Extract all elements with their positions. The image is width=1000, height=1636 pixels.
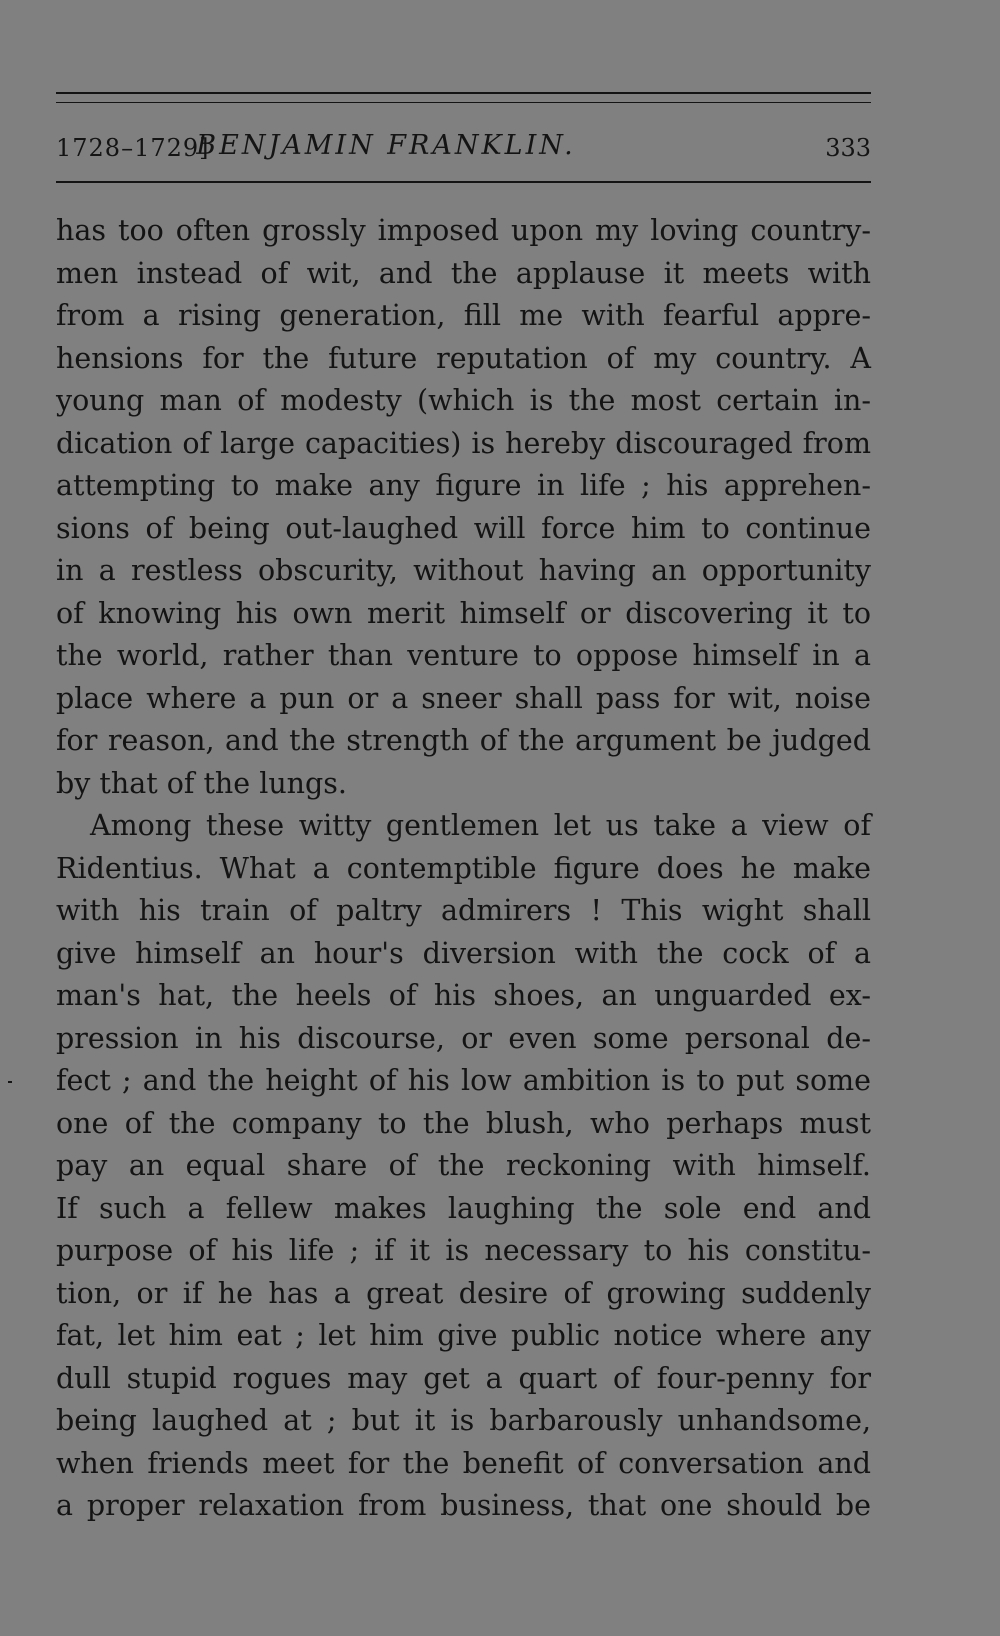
text-line: has too often grossly imposed upon my loving country- <box>56 214 871 247</box>
text-line: pay an equal share of the reckoning with himself. <box>56 1149 871 1182</box>
text-line: young man of modesty (which is the most certain in- <box>56 384 871 417</box>
text-line: of knowing his own merit himself or discovering it to <box>56 596 871 630</box>
top-rule-thick <box>56 92 871 94</box>
body-text <box>56 210 871 1528</box>
text-line: from a rising generation, fill me with fearful appre- <box>56 299 871 332</box>
page-number: 333 <box>825 134 871 162</box>
text-line: place where a pun or a sneer shall pass for wit, noise <box>56 681 871 715</box>
text-line: tion, or if he has a great desire of growing suddenly <box>56 1276 871 1310</box>
running-head <box>56 130 871 170</box>
top-rule-thin <box>56 102 871 103</box>
text-line: one of the company to the blush, who perhaps must <box>56 1106 871 1140</box>
text-line: men instead of wit, and the applause it meets with <box>56 256 871 290</box>
text-line: by that of the lungs. <box>56 766 347 800</box>
text-line: dull stupid rogues may get a quart of four-penny for <box>56 1361 871 1395</box>
text-line: purpose of his life ; if it is necessary to his constitu- <box>56 1234 871 1267</box>
text-line: pression in his discourse, or even some personal de- <box>56 1021 871 1055</box>
text-line: for reason, and the strength of the argument be judged <box>56 724 871 757</box>
text-line: Among these witty gentlemen let us take a view of <box>90 809 871 842</box>
text-line: Ridentius. What a contemptible figure does he make <box>56 851 871 885</box>
text-line: with his train of paltry admirers ! This wight shall <box>56 894 871 927</box>
text-line: a proper relaxation from business, that one should be <box>56 1489 871 1522</box>
margin-mark <box>8 1081 12 1083</box>
text-line: give himself an hour's diversion with the cock of a <box>56 936 871 970</box>
text-line: in a restless obscurity, without having an opportunity <box>56 554 871 587</box>
text-line: If such a fellew makes laughing the sole end and <box>56 1191 871 1225</box>
text-line: when friends meet for the benefit of conversation and <box>56 1446 871 1480</box>
text-line: attempting to make any figure in life ; his apprehen- <box>56 469 871 502</box>
text-line: sions of being out-laughed will force him to continue <box>56 511 871 545</box>
text-line: hensions for the future reputation of my country. A <box>56 341 871 375</box>
running-head-rule <box>56 181 871 183</box>
running-head-title: BENJAMIN FRANKLIN. <box>196 130 576 161</box>
text-line: fect ; and the height of his low ambition is to put some <box>56 1064 871 1097</box>
text-line: fat, let him eat ; let him give public notice where any <box>56 1319 871 1352</box>
text-line: being laughed at ; but it is barbarously unhandsome, <box>56 1404 871 1437</box>
text-line: dication of large capacities) is hereby discouraged from <box>56 426 871 460</box>
text-line: the world, rather than venture to oppose himself in a <box>56 639 871 672</box>
running-head-years: 1728–1729] <box>56 134 210 162</box>
text-line: man's hat, the heels of his shoes, an unguarded ex- <box>56 979 871 1012</box>
book-page <box>56 0 871 1636</box>
